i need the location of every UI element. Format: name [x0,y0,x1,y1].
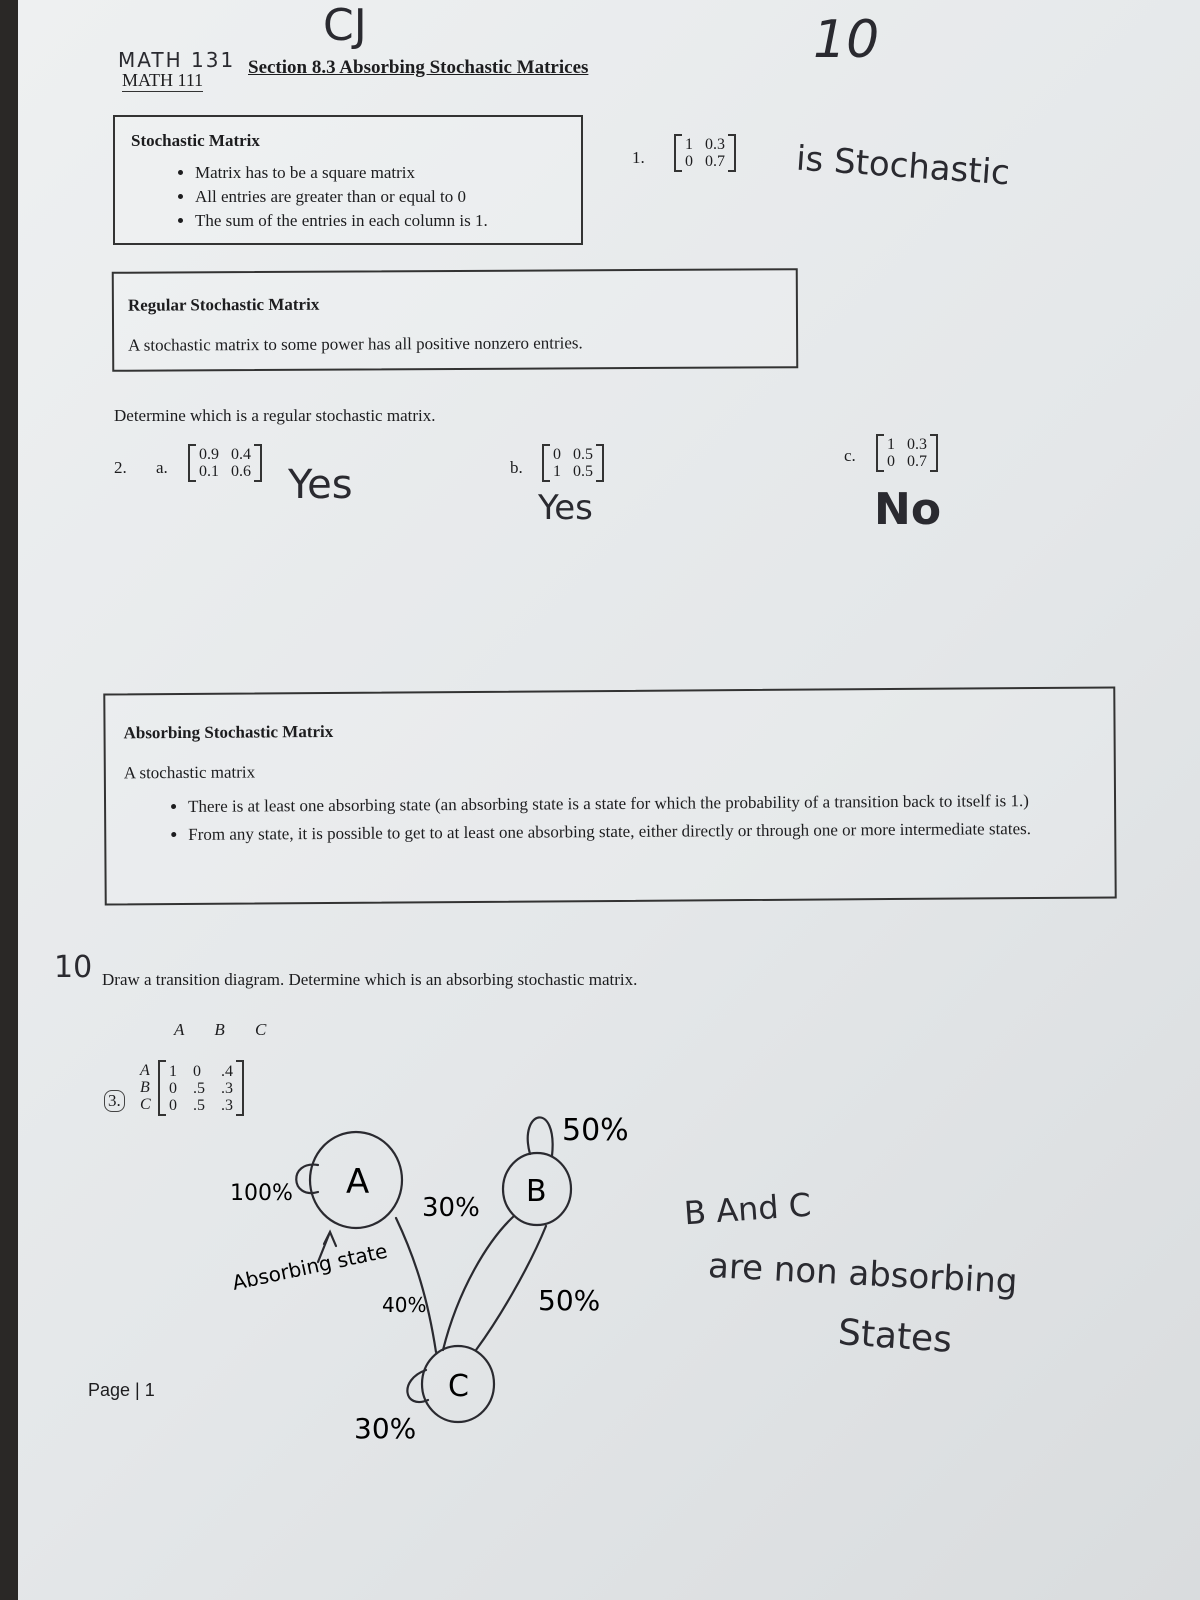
handwritten-course: MATH 131 [118,48,236,72]
absorbing-state-note: Absorbing state [230,1238,390,1295]
edge-c-to-b-label: 30% [422,1193,480,1223]
node-a-label: A [346,1162,370,1202]
matrix-cell: 1 [169,1062,177,1080]
list-item: • All entries are greater than or equal to 0 [195,185,488,209]
list-item: • Matrix has to be a square matrix [195,161,488,185]
matrix-cell: 0.4 [231,446,251,463]
matrix-cell: 1 [887,436,895,453]
problem2c-answer: No [874,484,942,535]
matrix-cell: .3 [221,1079,233,1097]
section-title: Section 8.3 Absorbing Stochastic Matrices [248,57,589,78]
node-c-label: C [448,1369,469,1404]
matrix-cell: 0.5 [573,446,593,463]
matrix-cell: 0.7 [907,453,927,470]
problem2a-answer: Yes [288,462,353,508]
problem2c-label: c. [844,446,856,465]
absorbing-box-intro: A stochastic matrix [123,762,256,783]
matrix-cell: 0 [169,1096,177,1114]
list-item: • The sum of the entries in each column is 1. [195,209,488,233]
loop-a-label: 100% [230,1181,293,1206]
problem3-number: 3. [104,1090,125,1112]
matrix-cell: 0.5 [573,463,593,480]
problem1-number: 1. [632,148,645,167]
matrix-cell: 0.7 [705,153,725,170]
problem3-answer-line2: are non absorbing [707,1245,1019,1303]
matrix-cell: 0 [685,153,693,170]
row-label: A [140,1062,150,1079]
matrix-cell: 0 [887,453,895,470]
regular-box-text: A stochastic matrix to some power has all positive nonzero entries. [128,333,583,355]
loop-a-arrow [296,1165,318,1193]
loop-c-label: 30% [354,1412,417,1445]
list-item: • From any state, it is possible to get to at least one absorbing state, either directly or through one or more intermediate states. [188,817,1088,847]
list-item: • There is at least one absorbing state (an absorbing state is a state for which the probability of a transition back to itself is 1.) [188,789,1088,819]
matrix-cell: 0.6 [231,463,251,480]
matrix-cell: 0 [193,1062,201,1080]
problem1-answer: is Stochastic [794,138,1012,194]
course-code: MATH 111 [122,70,204,90]
problem3-margin-score: 10 [54,950,93,985]
column-label: C [254,1020,267,1039]
loop-b-arrow [528,1117,553,1156]
edge-c-to-a-label: 40% [382,1293,427,1317]
matrix-cell: 0 [553,446,561,463]
regular-box-title: Regular Stochastic Matrix [127,294,320,315]
problem2b-label: b. [510,458,523,477]
transition-diagram [18,0,1200,1600]
matrix-cell: 0 [169,1079,177,1097]
edge-b-to-c [476,1226,546,1350]
matrix-cell: 0.3 [705,136,725,153]
matrix-cell: .3 [221,1096,233,1114]
matrix-cell: .4 [221,1062,233,1080]
problem2-instruction: Determine which is a regular stochastic matrix. [114,406,436,425]
handwritten-initials: CJ [323,0,367,51]
column-label: B [214,1020,225,1039]
node-b-label: B [526,1174,547,1209]
matrix-cell: 1 [553,463,561,480]
matrix-cell: 0.3 [907,436,927,453]
row-label: B [140,1079,150,1096]
absorbing-box-title: Absorbing Stochastic Matrix [123,721,334,743]
worksheet-page [18,0,1200,1600]
row-label: C [140,1096,151,1113]
loop-b-label: 50% [562,1113,629,1148]
edge-c-to-a [396,1218,436,1352]
matrix-cell: 0.1 [199,463,219,480]
edge-c-to-b [443,1216,514,1350]
problem2-number: 2. [114,458,127,477]
problem3-answer-line1: B And C [682,1185,813,1233]
page-number: Page | 1 [88,1380,155,1400]
column-label: A [174,1020,185,1039]
matrix-cell: 0.9 [199,446,219,463]
stochastic-box-title: Stochastic Matrix [131,131,260,150]
matrix-cell: .5 [193,1079,205,1097]
problem2b-answer: Yes [538,488,593,528]
handwritten-score: 10 [813,10,880,70]
problem2a-label: a. [156,458,168,477]
edge-b-to-c-label: 50% [538,1284,601,1317]
matrix-cell: 1 [685,136,693,153]
problem3-instruction: Draw a transition diagram. Determine which is an absorbing stochastic matrix. [102,970,638,989]
problem3-answer-line3: States [836,1312,954,1361]
matrix-cell: .5 [193,1096,205,1114]
